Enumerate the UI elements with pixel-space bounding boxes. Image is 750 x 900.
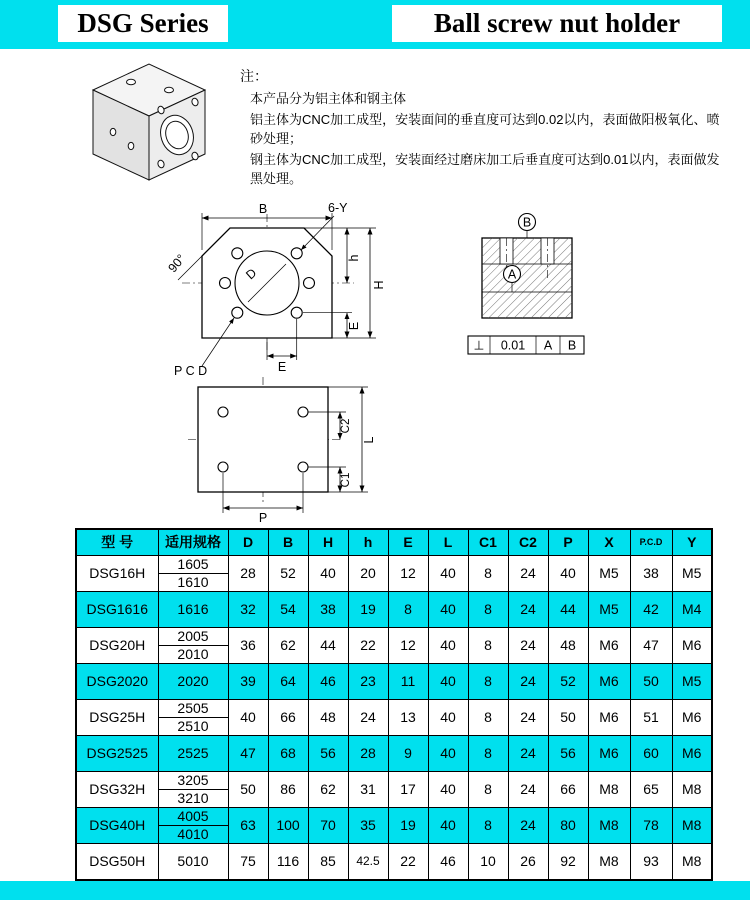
value-cell: 28 [348, 735, 388, 771]
column-header: L [428, 529, 468, 555]
value-cell: 62 [308, 771, 348, 807]
value-cell: M6 [588, 699, 630, 735]
value-cell: 12 [388, 627, 428, 663]
model-cell: DSG2525 [76, 735, 158, 771]
series-title-text: DSG Series [77, 8, 209, 38]
value-cell: 23 [348, 663, 388, 699]
value-cell: 12 [388, 555, 428, 591]
value-cell: 26 [508, 843, 548, 880]
value-cell: 8 [468, 663, 508, 699]
value-cell: 48 [308, 699, 348, 735]
spec-cell [158, 591, 228, 627]
column-header: C1 [468, 529, 508, 555]
column-header: B [268, 529, 308, 555]
bottom-view-drawing [168, 372, 383, 524]
value-cell: 56 [548, 735, 588, 771]
value-cell: 8 [388, 591, 428, 627]
spec-value: 2525 [177, 744, 209, 761]
spec-value: 4005 [177, 808, 209, 824]
datum-b-label: B [522, 215, 532, 230]
value-cell: 51 [630, 699, 672, 735]
spec-table-header-row [76, 529, 712, 555]
product-notes [240, 66, 732, 190]
value-cell: M6 [588, 735, 630, 771]
value-cell: 40 [428, 735, 468, 771]
value-cell: 40 [428, 555, 468, 591]
model-cell: DSG32H [76, 771, 158, 807]
isometric-view-drawing [75, 52, 215, 197]
datum-a-label: A [507, 267, 517, 282]
value-cell: 78 [630, 807, 672, 843]
note-line-1: 本产品分为铝主体和钢主体 [250, 91, 407, 106]
value-cell: 44 [308, 627, 348, 663]
value-cell: M8 [672, 807, 712, 843]
column-header: Y [672, 529, 712, 555]
dim-label-c1: C1 [340, 472, 352, 488]
model-cell: DSG40H [76, 807, 158, 843]
value-cell: 66 [548, 771, 588, 807]
spec-value: 2005 [177, 628, 209, 644]
value-cell: 24 [508, 735, 548, 771]
value-cell: 40 [428, 627, 468, 663]
value-cell: M6 [672, 735, 712, 771]
section-hatching [482, 238, 572, 318]
product-title-text: Ball screw nut holder [433, 8, 681, 38]
value-cell: 24 [508, 699, 548, 735]
spec-value: 2020 [177, 672, 209, 689]
value-cell: 116 [268, 843, 308, 880]
side-view-drawing [452, 210, 617, 380]
value-cell: 24 [348, 699, 388, 735]
header-band [0, 0, 750, 49]
datum-b-flag [519, 214, 536, 239]
spec-row [76, 843, 712, 880]
value-cell: 24 [508, 807, 548, 843]
value-cell: 56 [308, 735, 348, 771]
value-cell: 68 [268, 735, 308, 771]
value-cell: M6 [588, 663, 630, 699]
spec-cell [158, 807, 228, 843]
spec-value: 5010 [177, 852, 209, 869]
value-cell: M6 [672, 699, 712, 735]
column-header: E [388, 529, 428, 555]
tolerance-datum-2: B [567, 338, 577, 353]
column-header: D [228, 529, 268, 555]
spec-table-body [76, 555, 712, 880]
value-cell: 39 [228, 663, 268, 699]
column-header: P [548, 529, 588, 555]
tolerance-value: 0.01 [500, 338, 526, 353]
value-cell: 24 [508, 555, 548, 591]
value-cell: 36 [228, 627, 268, 663]
value-cell: 8 [468, 699, 508, 735]
spec-row [76, 591, 712, 627]
spec-cell [158, 699, 228, 735]
value-cell: 86 [268, 771, 308, 807]
value-cell: M5 [672, 663, 712, 699]
value-cell: 24 [508, 591, 548, 627]
spec-cell [158, 627, 228, 663]
model-cell: DSG1616 [76, 591, 158, 627]
specification-table [75, 528, 713, 881]
value-cell: 44 [548, 591, 588, 627]
bottom-plate-outline [198, 387, 328, 492]
dim-h-total [332, 228, 386, 338]
angle-callout [165, 252, 202, 280]
value-cell: 24 [508, 627, 548, 663]
value-cell: M8 [588, 807, 630, 843]
value-cell: 8 [468, 627, 508, 663]
value-cell: 9 [388, 735, 428, 771]
value-cell: 85 [308, 843, 348, 880]
spec-row [76, 771, 712, 807]
column-header: P.C.D [630, 529, 672, 555]
dim-label-l: L [362, 436, 376, 444]
spec-value: 2510 [159, 717, 228, 734]
spec-row [76, 807, 712, 843]
value-cell: 40 [428, 591, 468, 627]
tolerance-datum-1: A [543, 338, 553, 353]
value-cell: 50 [548, 699, 588, 735]
spec-cell [158, 771, 228, 807]
value-cell: 40 [428, 663, 468, 699]
value-cell: 40 [308, 555, 348, 591]
value-cell: 42.5 [348, 843, 388, 880]
value-cell: 46 [308, 663, 348, 699]
value-cell: 17 [388, 771, 428, 807]
model-cell: DSG2020 [76, 663, 158, 699]
value-cell: 13 [388, 699, 428, 735]
model-cell: DSG20H [76, 627, 158, 663]
column-header: X [588, 529, 630, 555]
dim-label-h-total: H [372, 280, 386, 290]
value-cell: 47 [630, 627, 672, 663]
spec-value: 4010 [159, 825, 228, 842]
value-cell: 63 [228, 807, 268, 843]
value-cell: 38 [308, 591, 348, 627]
value-cell: 52 [548, 663, 588, 699]
column-header: H [308, 529, 348, 555]
value-cell: 65 [630, 771, 672, 807]
value-cell: 80 [548, 807, 588, 843]
value-cell: 40 [428, 699, 468, 735]
value-cell: 24 [508, 771, 548, 807]
model-cell: DSG50H [76, 843, 158, 880]
spec-row [76, 627, 712, 663]
value-cell: 92 [548, 843, 588, 880]
value-cell: 35 [348, 807, 388, 843]
value-cell: 40 [228, 699, 268, 735]
value-cell: M8 [588, 843, 630, 880]
value-cell: M8 [588, 771, 630, 807]
dim-label-h-small: h [347, 254, 361, 262]
spec-cell [158, 735, 228, 771]
value-cell: 11 [388, 663, 428, 699]
value-cell: M5 [588, 555, 630, 591]
column-header: 型 号 [76, 529, 158, 555]
value-cell: 66 [268, 699, 308, 735]
value-cell: 32 [228, 591, 268, 627]
spec-row [76, 663, 712, 699]
value-cell: M5 [672, 555, 712, 591]
value-cell: 22 [388, 843, 428, 880]
value-cell: 8 [468, 591, 508, 627]
spec-value: 1610 [159, 573, 228, 590]
value-cell: M8 [672, 843, 712, 880]
value-cell: 93 [630, 843, 672, 880]
value-cell: 8 [468, 807, 508, 843]
model-cell: DSG25H [76, 699, 158, 735]
value-cell: 64 [268, 663, 308, 699]
value-cell: 42 [630, 591, 672, 627]
spec-value: 3205 [177, 772, 209, 788]
value-cell: 19 [348, 591, 388, 627]
dim-label-e-horizontal: E [277, 360, 287, 374]
value-cell: 40 [428, 807, 468, 843]
value-cell: 28 [228, 555, 268, 591]
value-cell: 24 [508, 663, 548, 699]
value-cell: M5 [588, 591, 630, 627]
value-cell: 19 [388, 807, 428, 843]
note-marker: 注： [240, 68, 268, 84]
value-cell: 50 [228, 771, 268, 807]
value-cell: 40 [548, 555, 588, 591]
dim-label-p: P [258, 511, 268, 525]
value-cell: 8 [468, 771, 508, 807]
holes-callout [301, 201, 348, 250]
spec-value: 2010 [159, 645, 228, 662]
value-cell: 38 [630, 555, 672, 591]
spec-value: 3210 [159, 789, 228, 806]
note-line-2: 铝主体为CNC加工成型，安装面间的垂直度可达到0.02以内，表面做阳极氧化、喷砂处理； [250, 111, 720, 146]
series-title [58, 5, 228, 42]
dim-label-c2: C2 [340, 418, 352, 434]
value-cell: 46 [428, 843, 468, 880]
model-cell: DSG16H [76, 555, 158, 591]
product-title [392, 5, 722, 42]
front-view-drawing [162, 198, 397, 383]
note-line-3: 钢主体为CNC加工成型，安装面经过磨床加工后垂直度可达到0.01以内，表面做发黑处理。 [250, 151, 720, 186]
value-cell: 8 [468, 735, 508, 771]
spec-row [76, 699, 712, 735]
value-cell: 22 [348, 627, 388, 663]
spec-cell [158, 843, 228, 880]
perpendicularity-icon: ⊥ [473, 338, 485, 353]
value-cell: M8 [672, 771, 712, 807]
value-cell: 20 [348, 555, 388, 591]
dim-label-d: D [243, 265, 260, 283]
value-cell: 31 [348, 771, 388, 807]
value-cell: 52 [268, 555, 308, 591]
spec-row [76, 735, 712, 771]
value-cell: 40 [428, 771, 468, 807]
spec-value: 1616 [177, 600, 209, 617]
spec-value: 1605 [177, 556, 209, 572]
value-cell: 48 [548, 627, 588, 663]
dim-label-e-vertical: E [347, 321, 361, 331]
column-header: 适用规格 [158, 529, 228, 555]
value-cell: 100 [268, 807, 308, 843]
holes-callout-label: 6-Y [328, 201, 348, 215]
dim-label-b: B [258, 202, 268, 216]
footer-band [0, 881, 750, 900]
spec-row [76, 555, 712, 591]
column-header: h [348, 529, 388, 555]
column-header: C2 [508, 529, 548, 555]
value-cell: M6 [588, 627, 630, 663]
spec-value: 2505 [177, 700, 209, 716]
value-cell: 70 [308, 807, 348, 843]
value-cell: 50 [630, 663, 672, 699]
value-cell: 47 [228, 735, 268, 771]
tolerance-frame [468, 336, 584, 354]
value-cell: M6 [672, 627, 712, 663]
spec-cell [158, 555, 228, 591]
value-cell: 60 [630, 735, 672, 771]
value-cell: M4 [672, 591, 712, 627]
spec-cell [158, 663, 228, 699]
value-cell: 62 [268, 627, 308, 663]
value-cell: 54 [268, 591, 308, 627]
value-cell: 10 [468, 843, 508, 880]
pcd-label: P C D [174, 364, 208, 378]
value-cell: 75 [228, 843, 268, 880]
angle-label: 90° [165, 251, 189, 276]
value-cell: 8 [468, 555, 508, 591]
